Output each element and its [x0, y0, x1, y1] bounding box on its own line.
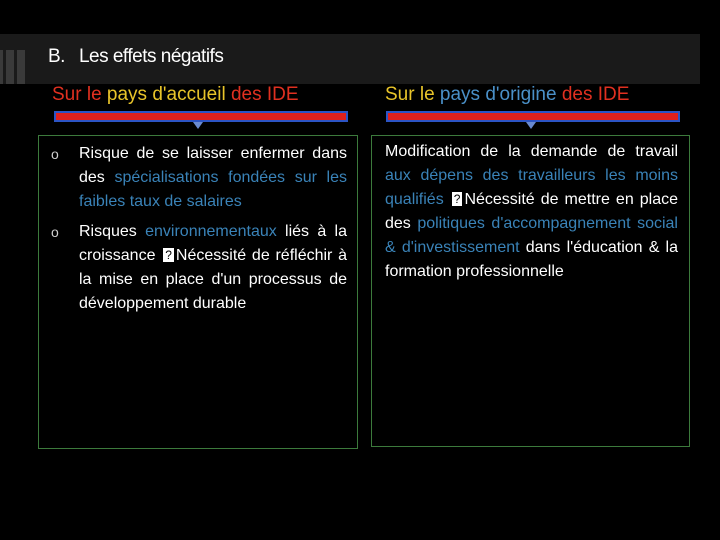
- right-header-underline: [386, 111, 680, 122]
- list-item: o Risques environnementaux liés à la croissance ? Nécessité de réfléchir à la mise en place d'un processus de développement durable: [51, 220, 347, 316]
- left-bullet-list: [39, 136, 357, 316]
- list-item: o Risque de se laisser enfermer dans des spécialisations fondées sur les faibles taux de salaires: [51, 142, 347, 214]
- right-content-box: [371, 135, 690, 447]
- missing-glyph-icon: ?: [165, 248, 172, 262]
- left-header-underline: [54, 111, 348, 122]
- slide-title: [48, 46, 223, 68]
- section-title: Les effets négatifs: [78, 46, 224, 67]
- left-header-part2: pays d'accueil: [106, 84, 231, 105]
- missing-glyph-icon: ?: [453, 192, 461, 206]
- right-header-part2: pays d'origine: [439, 84, 562, 105]
- right-down-arrow-icon: [526, 122, 536, 129]
- bullet-marker: o: [51, 224, 59, 240]
- left-header-part3: des IDE: [230, 84, 299, 105]
- right-column-header: [385, 84, 629, 106]
- left-column-header: [52, 84, 299, 106]
- left-header-part1: Sur le: [52, 84, 107, 105]
- right-header-part3: des IDE: [561, 84, 630, 105]
- bullet-marker: o: [51, 146, 59, 162]
- right-header-part1: Sur le: [385, 84, 440, 105]
- decorative-bars: [0, 50, 26, 84]
- section-number: B.: [48, 46, 65, 67]
- right-paragraph: Modification de la demande de travail aux dépens des travailleurs les moins qualifiés ? Nécessité de mettre en place des politiques d'accompagnement social & d'investissement dans l'éducation & la formation professionnelle: [385, 143, 679, 280]
- left-content-box: [38, 135, 358, 449]
- left-down-arrow-icon: [193, 122, 203, 129]
